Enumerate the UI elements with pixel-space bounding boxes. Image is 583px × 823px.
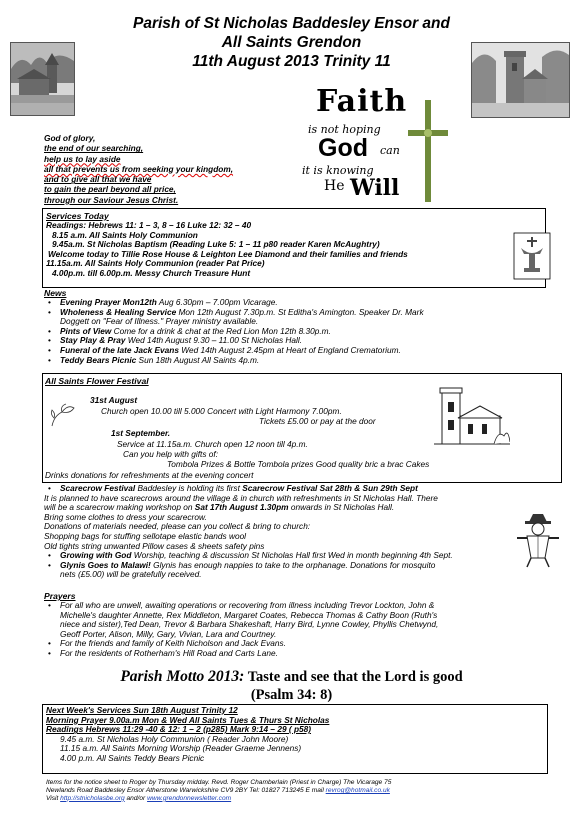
scarecrow-icon (515, 512, 561, 568)
services-today-box: Services Today Readings: Hebrews 11: 1 – 3, 8 – 16 Luke 12: 32 – 40 8.15 a.m. All Saints Holy Communion 9.45a.m. St Nicholas Baptism (Reading Luke 5: 1 – 11 p80 reader Karen McAughtry) Welcome today to Tillie Rose House & Leighton Lee Diamond and their families and friends 11.15a.m. All Saints Holy Communion (reader Pat Price) 4.00p.m. till 6.00p.m. Messy Church Treasure Hunt (42, 208, 546, 288)
all-saints-church-photo (471, 42, 570, 118)
church-sketch-icon (434, 386, 510, 450)
collect-prayer: God of glory, the end of our searching, help us to lay aside all that prevents us from seeking your kingdom, and to give all that we have to gain the pearl beyond all price, through our Saviour Jesus Christ. (44, 133, 234, 205)
news-item: • Evening Prayer Mon12th Aug 6.30pm – 7.00pm Vicarage. (44, 298, 564, 308)
flower-icon (48, 402, 76, 428)
news-item: • Wholeness & Healing Service Mon 12th August 7.30p.m. St Editha's Amington. Speaker Dr. Mark (44, 308, 564, 318)
st-nicholas-church-photo (10, 42, 75, 116)
email-link[interactable]: revrog@hotmail.co.uk (325, 786, 390, 794)
flower-festival-box: All Saints Flower Festival 31st August Church open 10.00 till 5.000 Concert with Light Harmony 7.00pm. Tickets £5.00 or pay at the door 1st September. Service at 11.15a.m. Church open 12 noon till 4p.m. Can you help with gifts of: Tombola Prizes & Bottle Tombola prizes Good quality bric a brac Cakes Drinks donations for refreshments at the evening concert (42, 373, 562, 483)
prayer-item: • For the friends and family of Keith Nicholson and Jack Evans. (44, 639, 566, 649)
page-title: Parish of St Nicholas Baddesley Ensor and All Saints Grendon 11th August 2013 Trinity 11 (133, 15, 450, 70)
prayer-item: • For all who are unwell, awaiting operations or recovering from illness including Trevor Lockton, John & (44, 601, 566, 611)
parish-motto: Parish Motto 2013: Taste and see that the Lord is good (Psalm 34: 8) (120, 668, 463, 703)
news-item: • Teddy Bears Picnic Sun 18th August All Saints 4p.m. (44, 356, 564, 366)
baptism-font-icon (513, 232, 551, 280)
news-item: • Stay Play & Pray Wed 14th August 9.30 – 11.00 St Nicholas Hall. (44, 336, 564, 346)
will-word: Will (350, 175, 400, 201)
news-item: • Funeral of the late Jack Evans Wed 14th August 2.45pm at Heart of England Crematorium. (44, 346, 564, 356)
faith-word: Faith (316, 84, 408, 119)
grendon-newsletter-link[interactable]: www.grendonnewsletter.com (147, 794, 232, 802)
cross-icon (408, 100, 448, 204)
prayers-section: Prayers • For all who are unwell, awaiting operations or recovering from illness including Trevor Lockton, John & Michelle's daughter Annette, Rex Middleton, Margaret Coates, Rebecca Thomas & Cathy Boon (Ruth's niece and sister),Ted Dean, Trevor & Barbara Shakeshaft, Harry Bird, Lynne Cowley, Phyllis Chetwynd, Geoff Porter, Alison, Milly, Gary, Vivian, Lara and Courtney. • For the friends and family of Keith Nicholson and Jack Evans. • For the residents of Rotherham's Hill Road and Carts Lane. (44, 591, 566, 659)
footer: Items for the notice sheet to Roger by Thursday midday. Revd. Roger Chamberlain (Priest in Charge) The Vicarage 75 Newlands Road Baddesley Ensor Atherstone Warwickshire CV9 2BY Tel: 01827 713245 E mail revrog@hotmail.co.uk Visit http://stnicholasbe.org and/or www.grendonnewsletter.com (46, 779, 392, 802)
next-week-box: Next Week's Services Sun 18th August Trinity 12 Morning Prayer 9.00a.m Mon & Wed All Saints Tues & Thurs St Nicholas Readings Hebrews 11:29 -40 & 12: 1 – 2 (p285) Mark 9:14 – 29 ( p58) 9.45 a.m. St Nicholas Holy Communion ( Reader John Moore) 11.15 a.m. All Saints Morning Worship (Reader Graeme Jennens) 4.00 p.m. All Saints Teddy Bears Picnic (42, 704, 548, 774)
prayer-item: • For the residents of Rotherham's Hill Road and Carts Lane. (44, 649, 566, 659)
stnicholas-website-link[interactable]: http://stnicholasbe.org (60, 794, 125, 802)
news-section: News • Evening Prayer Mon12th Aug 6.30pm – 7.00pm Vicarage. • Wholeness & Healing Service Mon 12th August 7.30p.m. St Editha's Amington. Speaker Dr. Mark Doggett on "Fear of Illness." Prayer ministry available. • Pints of View Come for a drink & chat at the Red Lion Mon 12th 8.30p.m. • Stay Play & Pray Wed 14th August 9.30 – 11.00 St Nicholas Hall. • Funeral of the late Jack Evans Wed 14th August 2.45pm at Heart of England Crematorium. • Teddy Bears Picnic Sun 18th August All Saints 4p.m. (44, 288, 564, 365)
news-item: • Pints of View Come for a drink & chat at the Red Lion Mon 12th 8.30p.m. (44, 327, 564, 337)
god-word: God (318, 134, 368, 162)
scarecrow-section: • Scarecrow Festival Baddesley is holding its first Scarecrow Festival Sat 28th & Sun 29th Sept It is planned to have scarecrows around the village & in church with refreshments in St Nicholas Hall. There will be a scarecrow making workshop on Sat 17th August 1.30pm onwards in St Nicholas Hall. Bring some clothes to dress your scarecrow. Donations of materials needed, please can you collect & bring to church: Shopping bags for stuffing sellotape elastic bands wool Old tights string unwanted Pillow cases & sheets safety pins • Growing with God Worship, teaching & discussion St Nicholas Hall first Wed in month beginning 4th Sept. • Glynis Goes to Malawi! Glynis has enough nappies to take to the orphanage. Donations for mosquito nets (£5.00) will be gratefully received. (44, 484, 566, 580)
faith-graphic: Faith is not hoping God can it is knowing He Will (300, 84, 450, 204)
